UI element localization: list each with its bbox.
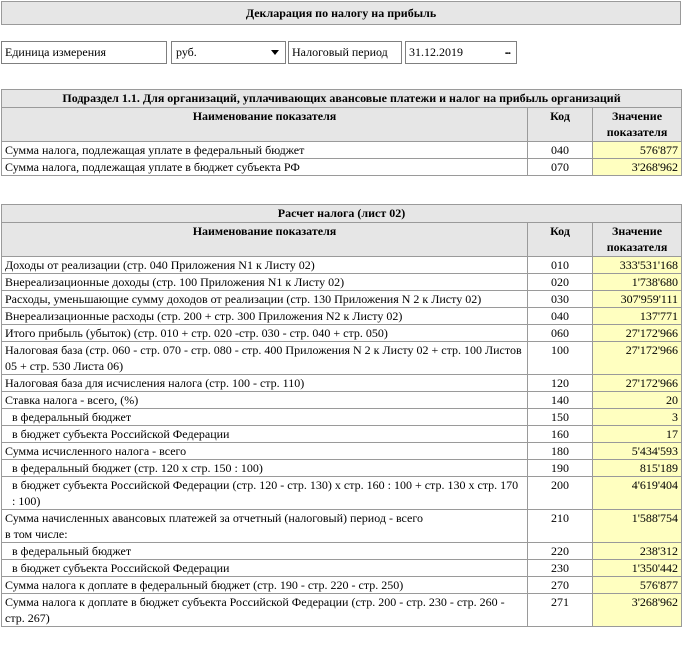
row-value[interactable]: 3'268'962 [593, 159, 682, 176]
table-row [2, 443, 682, 460]
row-name: Ставка налога - всего, (%) [2, 392, 528, 409]
date-picker-button[interactable]: ... [504, 45, 510, 57]
section1-table [1, 89, 682, 176]
table-row [2, 375, 682, 392]
row-name: Итого прибыль (убыток) (стр. 010 + стр. 020 -стр. 030 - стр. 040 + стр. 050) [2, 325, 528, 342]
row-value[interactable]: 137'771 [593, 308, 682, 325]
table-row [2, 291, 682, 308]
row-value[interactable]: 27'172'966 [593, 342, 682, 375]
table-row [2, 308, 682, 325]
unit-label: Единица измерения [1, 41, 167, 64]
row-value[interactable]: 815'189 [593, 460, 682, 477]
row-name: Расходы, уменьшающие сумму доходов от реализации (стр. 130 Приложения N 2 к Листу 02) [2, 291, 528, 308]
row-name: Сумма начисленных авансовых платежей за отчетный (налоговый) период - всего в том числе: [2, 510, 528, 543]
row-value[interactable]: 5'434'593 [593, 443, 682, 460]
unit-select[interactable] [171, 41, 286, 64]
row-code: 030 [528, 291, 593, 308]
row-name: Сумма налога, подлежащая уплате в федеральный бюджет [2, 142, 528, 159]
table-row [2, 274, 682, 291]
row-value[interactable]: 333'531'168 [593, 257, 682, 274]
column-header-code: Код [528, 108, 593, 142]
row-name: Сумма налога к доплате в бюджет субъекта Российской Федерации (стр. 200 - стр. 230 - стр. 260 - стр. 267) [2, 594, 528, 627]
period-label: Налоговый период [288, 41, 402, 64]
row-code: 210 [528, 510, 593, 543]
table-row [2, 159, 682, 176]
row-code: 150 [528, 409, 593, 426]
table-row [2, 477, 682, 510]
table-row [2, 510, 682, 543]
table-row [2, 594, 682, 627]
row-code: 020 [528, 274, 593, 291]
row-name: Налоговая база (стр. 060 - стр. 070 - стр. 080 - стр. 400 Приложения N 2 к Листу 02 + стр. 100 Листов 05 + стр. 530 Листа 06) [2, 342, 528, 375]
row-code: 270 [528, 577, 593, 594]
row-code: 230 [528, 560, 593, 577]
table-row [2, 325, 682, 342]
column-header-value: Значение показателя [593, 108, 682, 142]
row-code: 040 [528, 142, 593, 159]
row-name: в федеральный бюджет [2, 409, 528, 426]
row-value[interactable]: 4'619'404 [593, 477, 682, 510]
row-name: в бюджет субъекта Российской Федерации [2, 426, 528, 443]
section1-title: Подраздел 1.1. Для организаций, уплачивающих авансовые платежи и налог на прибыль организаций [2, 90, 682, 108]
row-name: Доходы от реализации (стр. 040 Приложения N1 к Листу 02) [2, 257, 528, 274]
row-value[interactable]: 17 [593, 426, 682, 443]
row-code: 271 [528, 594, 593, 627]
table-row [2, 560, 682, 577]
unit-select-value: руб. [176, 45, 197, 59]
table-row [2, 142, 682, 159]
column-header-value: Значение показателя [593, 223, 682, 257]
section2-title: Расчет налога (лист 02) [2, 205, 682, 223]
table-row [2, 392, 682, 409]
row-code: 160 [528, 426, 593, 443]
row-value[interactable]: 576'877 [593, 142, 682, 159]
column-header-name: Наименование показателя [2, 108, 528, 142]
row-code: 180 [528, 443, 593, 460]
row-name: в бюджет субъекта Российской Федерации [2, 560, 528, 577]
row-name: Внереализационные доходы (стр. 100 Приложения N1 к Листу 02) [2, 274, 528, 291]
row-code: 040 [528, 308, 593, 325]
row-value[interactable]: 238'312 [593, 543, 682, 560]
row-name: Сумма налога, подлежащая уплате в бюджет субъекта РФ [2, 159, 528, 176]
table-row [2, 409, 682, 426]
row-name: в федеральный бюджет [2, 543, 528, 560]
row-value[interactable]: 1'350'442 [593, 560, 682, 577]
row-value[interactable]: 3 [593, 409, 682, 426]
row-value[interactable]: 1'738'680 [593, 274, 682, 291]
column-header-name: Наименование показателя [2, 223, 528, 257]
row-value[interactable]: 576'877 [593, 577, 682, 594]
row-name: в бюджет субъекта Российской Федерации (стр. 120 - стр. 130) х стр. 160 : 100 + стр. 130 х стр. 170 : 100) [2, 477, 528, 510]
row-name: Сумма налога к доплате в федеральный бюджет (стр. 190 - стр. 220 - стр. 250) [2, 577, 528, 594]
table-row [2, 577, 682, 594]
chevron-down-icon[interactable] [271, 50, 279, 55]
row-code: 120 [528, 375, 593, 392]
row-value[interactable]: 307'959'111 [593, 291, 682, 308]
row-code: 140 [528, 392, 593, 409]
table-row [2, 543, 682, 560]
row-code: 190 [528, 460, 593, 477]
row-value[interactable]: 20 [593, 392, 682, 409]
row-code: 220 [528, 543, 593, 560]
row-code: 060 [528, 325, 593, 342]
row-code: 070 [528, 159, 593, 176]
row-value[interactable]: 27'172'966 [593, 325, 682, 342]
row-name: Внереализационные расходы (стр. 200 + стр. 300 Приложения N2 к Листу 02) [2, 308, 528, 325]
period-date-value: 31.12.2019 [409, 45, 463, 59]
table-row [2, 460, 682, 477]
row-code: 100 [528, 342, 593, 375]
row-value[interactable]: 3'268'962 [593, 594, 682, 627]
period-date-field[interactable] [405, 41, 517, 64]
row-value[interactable]: 1'588'754 [593, 510, 682, 543]
row-name: в федеральный бюджет (стр. 120 х стр. 150 : 100) [2, 460, 528, 477]
row-name: Сумма исчисленного налога - всего [2, 443, 528, 460]
row-code: 200 [528, 477, 593, 510]
table-row [2, 426, 682, 443]
row-name: Налоговая база для исчисления налога (стр. 100 - стр. 110) [2, 375, 528, 392]
row-code: 010 [528, 257, 593, 274]
page-title: Декларация по налогу на прибыль [1, 1, 681, 25]
table-row [2, 257, 682, 274]
column-header-code: Код [528, 223, 593, 257]
table-row [2, 342, 682, 375]
row-value[interactable]: 27'172'966 [593, 375, 682, 392]
section2-table [1, 204, 682, 627]
